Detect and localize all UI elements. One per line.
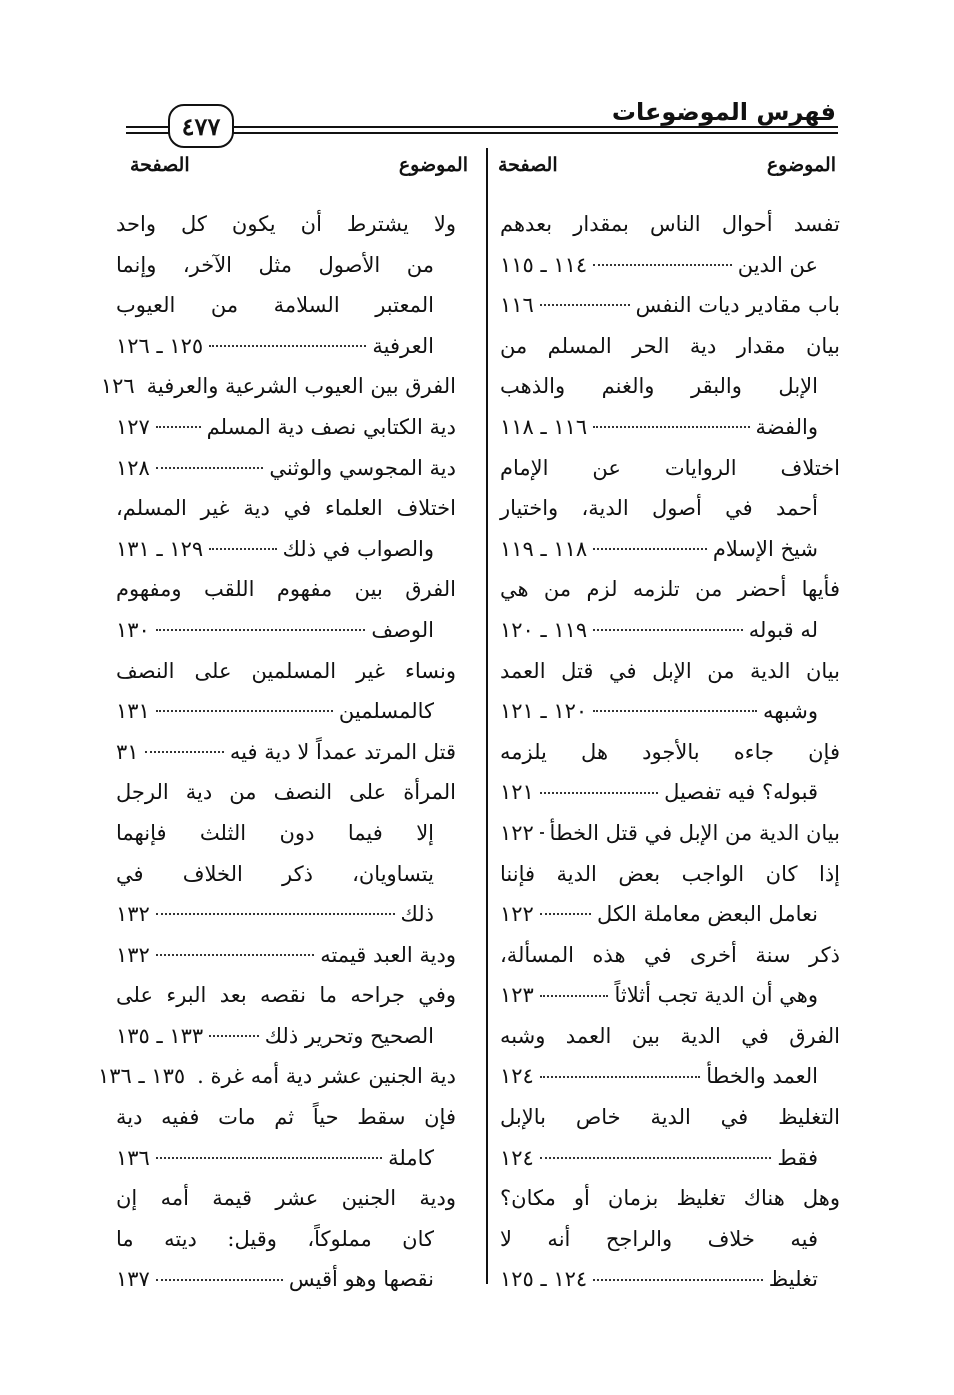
entry-page: ١٣٠ bbox=[116, 617, 150, 642]
entry-topic: المعتبر السلامة من العيوب bbox=[116, 293, 434, 318]
index-entry bbox=[500, 975, 840, 1016]
entry-topic: الفرق بين العيوب الشرعية والعرفية bbox=[146, 374, 456, 399]
index-entry bbox=[500, 204, 840, 245]
index-entry bbox=[116, 569, 456, 610]
entry-page: ١١٩ ـ ١٢٠ bbox=[500, 617, 588, 642]
entry-topic: المرأة على النصف من دية الرجل bbox=[116, 780, 456, 805]
index-entry bbox=[116, 813, 456, 854]
dot-leader bbox=[209, 548, 276, 550]
index-entry bbox=[500, 1097, 840, 1138]
dot-leader bbox=[540, 304, 630, 306]
entry-topic: نقصها وهو أقيس bbox=[288, 1267, 434, 1292]
index-entry bbox=[116, 610, 456, 651]
header-rule-left-top bbox=[126, 126, 170, 128]
dot-leader bbox=[540, 913, 591, 915]
entry-topic: ولا يشترط أن يكون كل واحد bbox=[116, 212, 456, 236]
entry-topic: بيان مقدار دية الحر المسلم من bbox=[500, 333, 840, 358]
left-topic-header: الموضوع bbox=[398, 154, 468, 176]
column-divider bbox=[486, 148, 488, 1284]
entry-topic: العرفية bbox=[372, 333, 434, 358]
index-entry bbox=[116, 326, 456, 367]
index-entry bbox=[116, 407, 456, 448]
dot-leader bbox=[209, 1035, 259, 1037]
entry-topic: تغليظ bbox=[768, 1267, 818, 1292]
dot-leader bbox=[540, 792, 658, 794]
dot-leader bbox=[209, 345, 366, 347]
index-entry bbox=[116, 529, 456, 570]
entry-page: ١٢١ bbox=[500, 780, 534, 805]
index-entry bbox=[116, 1178, 456, 1219]
index-entry bbox=[500, 1259, 840, 1300]
entry-topic: اختلاف العلماء في دية غير المسلم، bbox=[116, 496, 456, 521]
entry-topic: دية المجوسي والوثني bbox=[269, 455, 456, 480]
entry-topic: والفضة bbox=[755, 414, 818, 439]
index-entry bbox=[97, 1056, 456, 1097]
entry-topic: التغليظ في الدية خاص بالإبل bbox=[500, 1105, 840, 1130]
entry-page: ١١٨ ـ ١١٩ bbox=[500, 536, 588, 561]
entry-topic: وهل هناك تغليظ بزمان أو مكان؟ bbox=[500, 1186, 840, 1211]
index-entry bbox=[116, 1138, 456, 1179]
entry-topic: نعامل البعض معاملة الكل bbox=[597, 902, 818, 927]
entry-topic: بيان الدية من الإبل في قتل الخطأ bbox=[549, 820, 840, 845]
entry-topic: العمد والخطأ bbox=[706, 1064, 818, 1089]
index-entry bbox=[500, 691, 840, 732]
entry-page: ١٣٦ bbox=[116, 1145, 150, 1170]
entry-page: ١٣٥ ـ ١٣٦ bbox=[97, 1064, 186, 1089]
index-entry bbox=[116, 854, 456, 895]
index-entry bbox=[500, 1016, 840, 1057]
entry-topic: فقط bbox=[777, 1145, 818, 1170]
entry-topic: الفرق في الدية بين العمد وشبه bbox=[500, 1023, 840, 1048]
dot-leader bbox=[593, 264, 732, 266]
entry-page: ١٢٢ bbox=[500, 902, 534, 927]
dot-leader bbox=[156, 426, 201, 428]
entry-page: ١٢٤ bbox=[500, 1064, 534, 1089]
dot-leader bbox=[593, 548, 707, 550]
entry-topic: شيخ الإسلام bbox=[712, 536, 818, 561]
dot-leader bbox=[156, 913, 395, 915]
entry-page: ١٢٥ ـ ١٢٦ bbox=[116, 333, 204, 358]
index-entry bbox=[116, 732, 456, 773]
entry-topic: ودية العبد قيمته bbox=[320, 942, 456, 967]
dot-leader bbox=[156, 710, 333, 712]
entry-page: ١٢٨ bbox=[116, 455, 150, 480]
entry-page: ١١٦ ـ ١١٨ bbox=[500, 414, 588, 439]
index-entry bbox=[500, 529, 840, 570]
entry-topic: والصواب في ذلك bbox=[282, 536, 434, 561]
header-rule-right-top bbox=[232, 126, 838, 128]
entry-page: ١٢٣ bbox=[500, 983, 534, 1008]
dot-leader bbox=[156, 1157, 382, 1159]
index-entry bbox=[500, 651, 840, 692]
index-entry bbox=[116, 448, 456, 489]
index-entry bbox=[500, 935, 840, 976]
dot-leader bbox=[156, 1279, 283, 1281]
entry-topic: وفي جراحه ما نقصه بعد البرء على bbox=[116, 983, 456, 1008]
dot-leader bbox=[593, 629, 743, 631]
entry-topic: تفسد أحوال الناس بمقدار بعدهم bbox=[500, 212, 840, 236]
right-page-header: الصفحة bbox=[498, 154, 558, 176]
left-page-header: الصفحة bbox=[130, 154, 190, 176]
entry-topic: ذلك bbox=[400, 902, 434, 927]
entry-topic: وشبهه bbox=[762, 699, 818, 724]
header-rule-right-bottom bbox=[232, 132, 838, 134]
entry-topic: يتساويان، ذكر الخلاف في bbox=[116, 861, 434, 886]
index-entry bbox=[500, 1178, 840, 1219]
entry-page: ١٢٠ ـ ١٢١ bbox=[500, 699, 588, 724]
index-entry bbox=[500, 1056, 840, 1097]
dot-leader bbox=[156, 954, 314, 956]
entry-topic: إلا فيما دون الثلث فإنهما bbox=[116, 820, 434, 845]
index-entry bbox=[500, 854, 840, 895]
index-entry bbox=[116, 935, 456, 976]
index-entry bbox=[116, 488, 456, 529]
dot-leader bbox=[540, 995, 609, 997]
entry-page: ١٢٤ bbox=[500, 1145, 534, 1170]
dot-leader bbox=[156, 629, 366, 631]
index-entry bbox=[500, 813, 840, 854]
index-entry bbox=[500, 326, 840, 367]
index-entry bbox=[500, 732, 840, 773]
index-entry bbox=[500, 894, 840, 935]
index-entry bbox=[500, 488, 840, 529]
entry-page: ١٢٤ ـ ١٢٥ bbox=[500, 1267, 588, 1292]
index-entry bbox=[116, 1219, 456, 1260]
entry-topic: عن الدين bbox=[737, 252, 818, 277]
dot-leader bbox=[540, 1076, 700, 1078]
entry-page: ١١٤ ـ ١١٥ bbox=[500, 252, 588, 277]
entry-topic: ونساء غير المسلمين على النصف bbox=[116, 658, 456, 683]
entry-page: ١٣١ bbox=[116, 699, 150, 724]
dot-leader bbox=[540, 832, 544, 834]
index-entry bbox=[116, 691, 456, 732]
entry-topic: دية الكتابي نصف دية المسلم bbox=[206, 414, 456, 439]
dot-leader bbox=[593, 426, 749, 428]
index-entry bbox=[500, 1219, 840, 1260]
index-entry bbox=[116, 1097, 456, 1138]
entry-topic: كان مملوكاً، وقيل: ديته ما bbox=[116, 1226, 434, 1251]
entry-topic: فأيها أحضر من تلزمه لزم من هي bbox=[500, 577, 840, 602]
dot-leader bbox=[540, 1157, 772, 1159]
index-column-left bbox=[97, 204, 456, 1300]
entry-page: ٣١ bbox=[116, 739, 139, 764]
right-topic-header: الموضوع bbox=[766, 154, 836, 176]
entry-page: ١١٦ bbox=[500, 293, 534, 318]
page-title: فهرس الموضوعات bbox=[611, 98, 836, 126]
entry-page: ١٢٩ ـ ١٣١ bbox=[116, 536, 204, 561]
entry-topic: ودية الجنين عشر قيمة أمه إن bbox=[116, 1186, 456, 1211]
index-entry bbox=[500, 407, 840, 448]
index-entry bbox=[500, 245, 840, 286]
page-number: ٤٧٧ bbox=[168, 104, 234, 148]
index-entry bbox=[116, 894, 456, 935]
entry-topic: فإن سقط حياً ثم مات ففيه دية bbox=[116, 1105, 456, 1130]
entry-topic: قتل المرتد عمداً لا دية فيه bbox=[229, 739, 456, 764]
dot-leader bbox=[156, 467, 264, 469]
entry-topic: إذا كان الواجب بعض الدية فإننا bbox=[500, 861, 840, 886]
entry-topic: فإن جاءه بالأجود هل يلزمه bbox=[500, 739, 840, 764]
entry-topic: فيه خلاف والراجح أنه لا bbox=[500, 1226, 818, 1251]
index-entry bbox=[500, 772, 840, 813]
dot-leader bbox=[593, 1279, 763, 1281]
entry-topic: الفرق بين مفهوم اللقب ومفهوم bbox=[116, 577, 456, 602]
index-entry bbox=[116, 1259, 456, 1300]
index-entry bbox=[100, 366, 456, 407]
dot-leader bbox=[593, 710, 757, 712]
header-rule-left-bottom bbox=[126, 132, 170, 134]
entry-topic: دية الجنين عشر دية أمه غرة . bbox=[197, 1064, 456, 1089]
entry-topic: من الأصول مثل الآخر، وإنما bbox=[116, 252, 434, 277]
index-entry bbox=[500, 285, 840, 326]
entry-page: ١٣٣ ـ ١٣٥ bbox=[116, 1023, 204, 1048]
entry-page: ١٣٧ bbox=[116, 1267, 150, 1292]
index-entry bbox=[500, 1138, 840, 1179]
entry-topic: أحمد في أصول الدية، واختيار bbox=[500, 496, 818, 521]
index-column-right bbox=[500, 204, 840, 1300]
entry-page: ١٢٢ bbox=[500, 820, 534, 845]
entry-topic: اختلاف الروايات عن الإمام bbox=[500, 455, 840, 480]
index-entry bbox=[500, 448, 840, 489]
index-entry bbox=[116, 1016, 456, 1057]
dot-leader bbox=[145, 751, 224, 753]
index-entry bbox=[116, 975, 456, 1016]
index-entry bbox=[116, 245, 456, 286]
entry-topic: له قبوله bbox=[748, 617, 818, 642]
entry-topic: الصحيح وتحرير ذلك bbox=[264, 1023, 434, 1048]
entry-page: ١٢٦ bbox=[100, 374, 135, 399]
entry-topic: بيان الدية من الإبل في قتل العمد bbox=[500, 658, 840, 683]
entry-topic: باب مقادير ديات النفس bbox=[635, 293, 840, 318]
entry-topic: الوصف bbox=[371, 617, 434, 642]
entry-topic: كاملة bbox=[388, 1145, 434, 1170]
index-entry bbox=[500, 610, 840, 651]
index-entry bbox=[116, 204, 456, 245]
index-entry bbox=[500, 366, 840, 407]
index-entry bbox=[500, 569, 840, 610]
index-entry bbox=[116, 772, 456, 813]
entry-page: ١٢٧ bbox=[116, 414, 150, 439]
entry-topic: الإبل والبقر والغنم والذهب bbox=[500, 374, 818, 399]
entry-topic: وهي أن الدية تجب أثلاثاً bbox=[614, 983, 818, 1008]
entry-page: ١٣٢ bbox=[116, 902, 150, 927]
entry-topic: قبوله؟ فيه تفصيل bbox=[664, 780, 818, 805]
index-entry bbox=[116, 285, 456, 326]
index-entry bbox=[116, 651, 456, 692]
entry-page: ١٣٢ bbox=[116, 942, 150, 967]
entry-topic: كالمسلمين bbox=[338, 699, 434, 724]
entry-topic: ذكر سنة أخرى في هذه المسألة، bbox=[500, 942, 840, 967]
